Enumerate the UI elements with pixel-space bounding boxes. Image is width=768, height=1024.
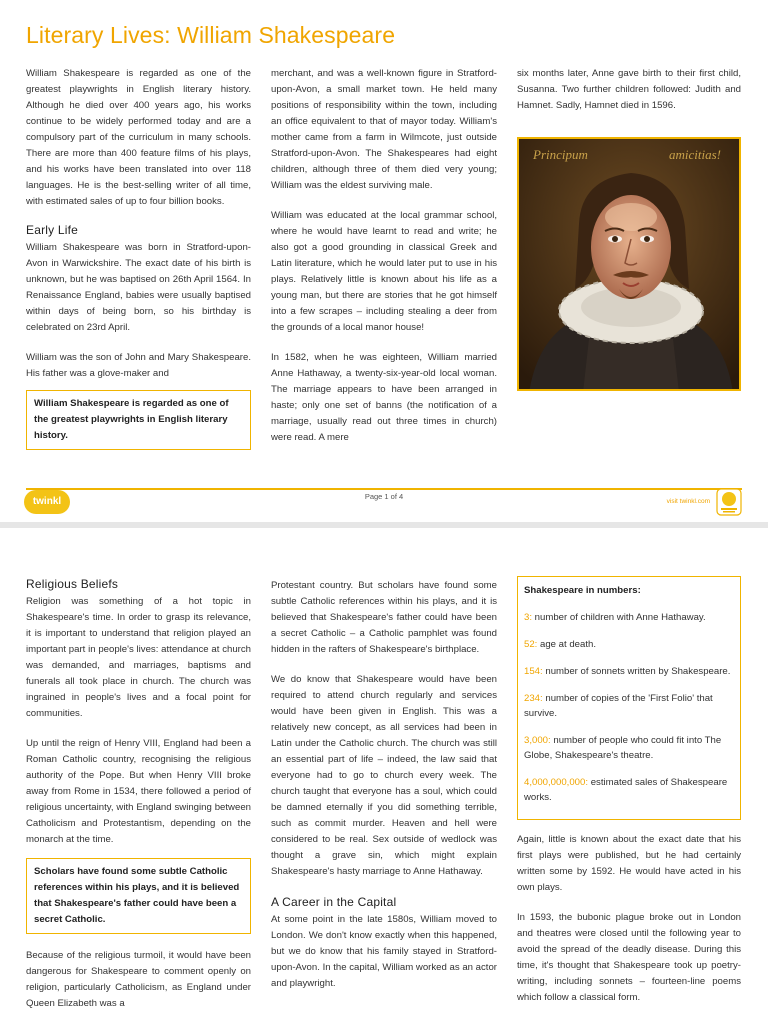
number-item: 3,000: number of people who could fit into The Globe, Shakespeare's theatre. xyxy=(524,735,722,761)
religion-paragraph-1: Religion was something of a hot topic in Shakespeare's time. In order to grasp its relevance, it is important to understand that religion played an important part in people's lives: attendance at church was demanded, and marriages, baptisms and funerals all took place in church. The church was ingrained in people's lives and a focal point for communities. xyxy=(26,596,251,719)
column-3 xyxy=(517,66,741,128)
numbers-box xyxy=(517,576,741,820)
column-1-page-2 xyxy=(26,576,251,1024)
education-paragraph: William was educated at the local grammar school, where he would have learnt to read and write; he also got a good grounding in classical Greek and Latin literature, which he would later put to use in his plays. Relatively little is known about his life as a young man, but there are stories that he got himself into a few scrapes – including stealing a deer from the grounds of a local manor house! xyxy=(271,210,497,333)
catholic-paragraph: Protestant country. But scholars have found some subtle Catholic references within his plays, and it is believed that Shakespeare's father could have been a secret Catholic – a Catholic pamphlet was found hidden in the rafters of Shakespeare's birthplace. xyxy=(271,580,497,655)
church-paragraph: We do know that Shakespeare would have been required to attend church regularly and services would have been given in English. This was a relatively new concept, as all services had been in Latin under the Catholic church. The church was still an essential part of life – indeed, the law said that everyone had to go to church every week. The church taught that everyone has a soul, which could be damned eternally if you did something terrible, such as commit murder. Heaven and hell were considered to be real. Sex outside of wedlock was thought a grave sin, which might explain Shakespeare's hasty marriage to Anne Hathaway. xyxy=(271,674,497,877)
page-2 xyxy=(0,528,768,1024)
quality-badge-icon xyxy=(716,488,742,516)
column-2 xyxy=(271,66,497,460)
number-item: 234: number of copies of the 'First Folio' that survive. xyxy=(524,693,713,719)
portrait-inscription-left: Principum xyxy=(533,147,588,162)
column-3-page-2 xyxy=(517,576,741,1020)
religious-beliefs-heading: Religious Beliefs xyxy=(26,577,119,591)
early-life-paragraph-1: William Shakespeare was born in Stratford-upon-Avon in Warwickshire. The exact date of his birth is unknown, but he was baptised on 26th April 1564. In Renaissance England, babies were usually baptised within days of being born, so his birthday is celebrated on 23rd April. xyxy=(26,242,251,333)
religion-paragraph-3: Because of the religious turmoil, it would have been dangerous for Shakespeare to comment openly on religion, particularly Catholicism, as England under Queen Elizabeth was a xyxy=(26,950,251,1009)
number-item: 4,000,000,000: estimated sales of Shakespeare works. xyxy=(524,777,728,803)
career-heading: A Career in the Capital xyxy=(271,895,397,909)
column-2-page-2 xyxy=(271,578,497,1006)
early-life-heading: Early Life xyxy=(26,223,79,237)
column-1 xyxy=(26,66,251,464)
callout-box-page-2: Scholars have found some subtle Catholic references within his plays, and it is believed that Shakespeare's father could have been a secret Catholic. xyxy=(26,858,251,934)
plays-paragraph: Again, little is known about the exact date that his first plays were published, but he had certainly written some by 1592. He would have acted in his own plays. xyxy=(517,834,741,893)
twinkl-logo: twinkl xyxy=(24,490,70,514)
religion-paragraph-2: Up until the reign of Henry VIII, England had been a Roman Catholic country, recognising the religious authority of the Pope. But when Henry VIII broke away from Rome in 1534, there followed a period of religious uncertainty, with England swinging between Catholicism and Protestantism, depending on the monarch at the time. xyxy=(26,738,251,845)
intro-paragraph: William Shakespeare is regarded as one of the greatest playwrights in English literary history. Although he died over 400 years ago, his works continue to be widely performed today and are a compulsory part of the curriculum in many schools. There are more than 400 feature films of his plays, and his works have been translated into over 118 languages. He is the best-selling writer of all time, with estimated sales of up to four billion books. xyxy=(26,68,251,207)
visit-link[interactable]: visit twinkl.com xyxy=(666,498,710,505)
numbers-heading: Shakespeare in numbers: xyxy=(524,585,641,596)
number-item: 52: age at death. xyxy=(524,639,597,650)
portrait-image xyxy=(519,139,741,391)
number-item: 154: number of sonnets written by Shakespeare. xyxy=(524,666,731,677)
portrait-inscription-right: amicitias! xyxy=(669,147,721,162)
early-life-paragraph-2: William was the son of John and Mary Shakespeare. His father was a glove-maker and xyxy=(26,352,251,379)
footer-divider xyxy=(26,488,742,490)
page-number: Page 1 of 4 xyxy=(364,492,404,501)
number-item: 3: number of children with Anne Hathaway. xyxy=(524,612,706,623)
marriage-paragraph: In 1582, when he was eighteen, William married Anne Hathaway, a twenty-six-year-old local woman. The marriage appears to have been arranged in haste; only one set of banns (the notification of a marriage, usually read out three times in church) were read. A mere xyxy=(271,352,497,443)
children-paragraph: six months later, Anne gave birth to their first child, Susanna. Two further children followed: Judith and Hamnet. Sadly, Hamnet died in 1596. xyxy=(517,68,741,111)
shakespeare-portrait xyxy=(517,137,741,391)
plague-paragraph: In 1593, the bubonic plague broke out in London and theatres were closed until the following year to avoid the spread of the deadly disease. During this time, it's thought that Shakespeare took up poetry-writing, including sonnets – fourteen-line poems which follow a classical form. xyxy=(517,912,741,1003)
page-title: Literary Lives: William Shakespeare xyxy=(26,22,396,48)
callout-box: William Shakespeare is regarded as one of the greatest playwrights in English literary history. xyxy=(26,390,251,450)
family-paragraph: merchant, and was a well-known figure in Stratford-upon-Avon, a small market town. He held many positions of responsibility within the town, including an office equivalent to that of mayor today. William's mother came from a farm in Wilmcote, just outside Stratford-upon-Avon. The Shakespeares had eight children, although three of them died very young; William was the eldest surviving male. xyxy=(271,68,497,191)
career-paragraph: At some point in the late 1580s, William moved to London. We don't know exactly when this happened, but we do know that his family stayed in Stratford-upon-Avon. In the capital, William worked as an actor and playwright. xyxy=(271,914,497,989)
